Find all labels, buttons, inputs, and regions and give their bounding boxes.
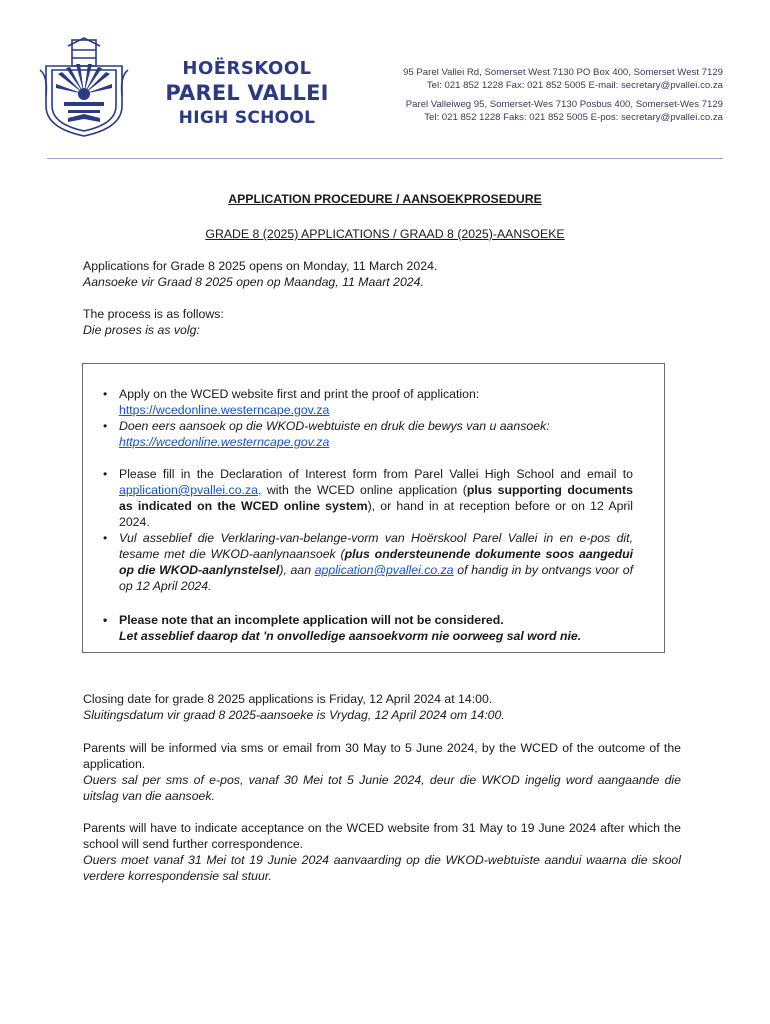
informed-en: Parents will be informed via sms or email from 30 May to 5 June 2024, by the WCED of the outcome of the application. [83,741,681,771]
step2-en-c: ), or hand in at reception before or on 12 April 2024. [119,499,633,529]
school-crest-logo [38,36,130,140]
contact-details-english [363,66,723,92]
school-name-line1: HOËRSKOOL [182,58,312,79]
bullet-icon: • [103,387,108,401]
list-item [103,466,633,530]
list-item [103,612,633,644]
step3-en: Please note that an incomplete application will not be considered. [119,613,504,627]
step2-af-a: Vul asseblief die Verklaring-van-belange-vorm van Hoërskool Parel Vallei in en e-pos dit, tesame met die WKOD-aanlynaansoek ( [119,531,633,561]
address-line: Parel Valleiweg 95, Somerset-Wes 7130 Posbus 400, Somerset-Wes 7129 [405,99,723,110]
address-line: 95 Parel Vallei Rd, Somerset West 7130 PO Box 400, Somerset West 7129 [403,67,723,78]
step1-en: Apply on the WCED website first and print the proof of application: [119,387,480,401]
phone-line: Tel: 021 852 1228 Fax: 021 852 5005 E-mail: secretary@pvallei.co.za [426,80,723,91]
phone-line: Tel: 021 852 1228 Faks: 021 852 5005 E-pos: secretary@pvallei.co.za [424,112,723,123]
bullet-icon: • [103,613,108,627]
school-name [147,58,347,130]
step2-en-b: with the WCED online application ( [261,483,467,497]
informed-af: Ouers sal per sms of e-pos, vanaf 30 Mei tot 5 Junie 2024, deur die WKOD ingelig word aangaande die uitslag van die aansoek. [83,773,681,803]
wced-link[interactable]: https://wcedonline.westerncape.gov.za [119,403,330,417]
acceptance-paragraph [83,820,681,884]
application-email-link[interactable]: application@pvallei.co.za, [119,483,262,497]
closing-en: Closing date for grade 8 2025 applications is Friday, 12 April 2024 at 14:00. [83,692,493,706]
step2-en-a: Please fill in the Declaration of Interest form from Parel Vallei High School and email to [119,467,633,481]
step2-af-bold: plus ondersteunende dokumente soos aangedui op die WKOD-aanlynstelsel [119,547,634,577]
wced-link-af[interactable]: https://wcedonline.westerncape.gov.za [119,435,330,449]
step1-af: Doen eers aansoek op die WKOD-webtuiste en druk die bewys van u aansoek: [119,419,550,433]
steps-box [82,363,665,653]
closing-af: Sluitingsdatum vir graad 8 2025-aansoeke is Vrydag, 12 April 2024 om 14:00. [83,708,505,722]
header-divider [47,158,723,159]
acceptance-af: Ouers moet vanaf 31 Mei tot 19 Junie 2024 aanvaarding op die WKOD-webtuiste aandui waarna die skool verdere korrespondensie sal stuur. [83,853,681,883]
closing-paragraph [83,691,681,723]
list-item [103,386,633,418]
process-en: The process is as follows: [83,307,224,321]
document-title: APPLICATION PROCEDURE / AANSOEKPROSEDURE [228,192,542,206]
bullet-icon: • [103,419,108,433]
application-email-link-af[interactable]: application@pvallei.co.za [314,563,454,577]
list-item [103,530,634,594]
intro-en: Applications for Grade 8 2025 opens on Monday, 11 March 2024. [83,259,438,273]
informed-paragraph [83,740,681,804]
intro-af: Aansoeke vir Graad 8 2025 open op Maandag, 11 Maart 2024. [83,275,424,289]
list-item [103,418,633,450]
school-name-line2: PAREL VALLEI [165,81,329,105]
school-name-line3: HIGH SCHOOL [178,108,316,128]
step2-af-b: ), aan [279,563,315,577]
step3-af: Let asseblief daarop dat 'n onvolledige aansoekvorm nie oorweeg sal word nie. [119,629,582,643]
acceptance-en: Parents will have to indicate acceptance on the WCED website from 31 May to 19 June 2024 after which the school will send further correspondence. [83,821,681,851]
intro-paragraph [83,258,681,290]
step2-en-bold: plus supporting documents as indicated on the WCED online system [119,483,633,513]
bullet-icon: • [103,531,108,545]
process-af: Die proses is as volg: [83,323,200,337]
document-subtitle: GRADE 8 (2025) APPLICATIONS / GRAAD 8 (2025)-AANSOEKE [205,227,565,241]
bullet-icon: • [103,467,108,481]
contact-details-afrikaans [363,98,723,124]
step2-af-c: of handig in by ontvangs voor of op 12 April 2024. [119,563,633,593]
process-paragraph [83,306,681,338]
